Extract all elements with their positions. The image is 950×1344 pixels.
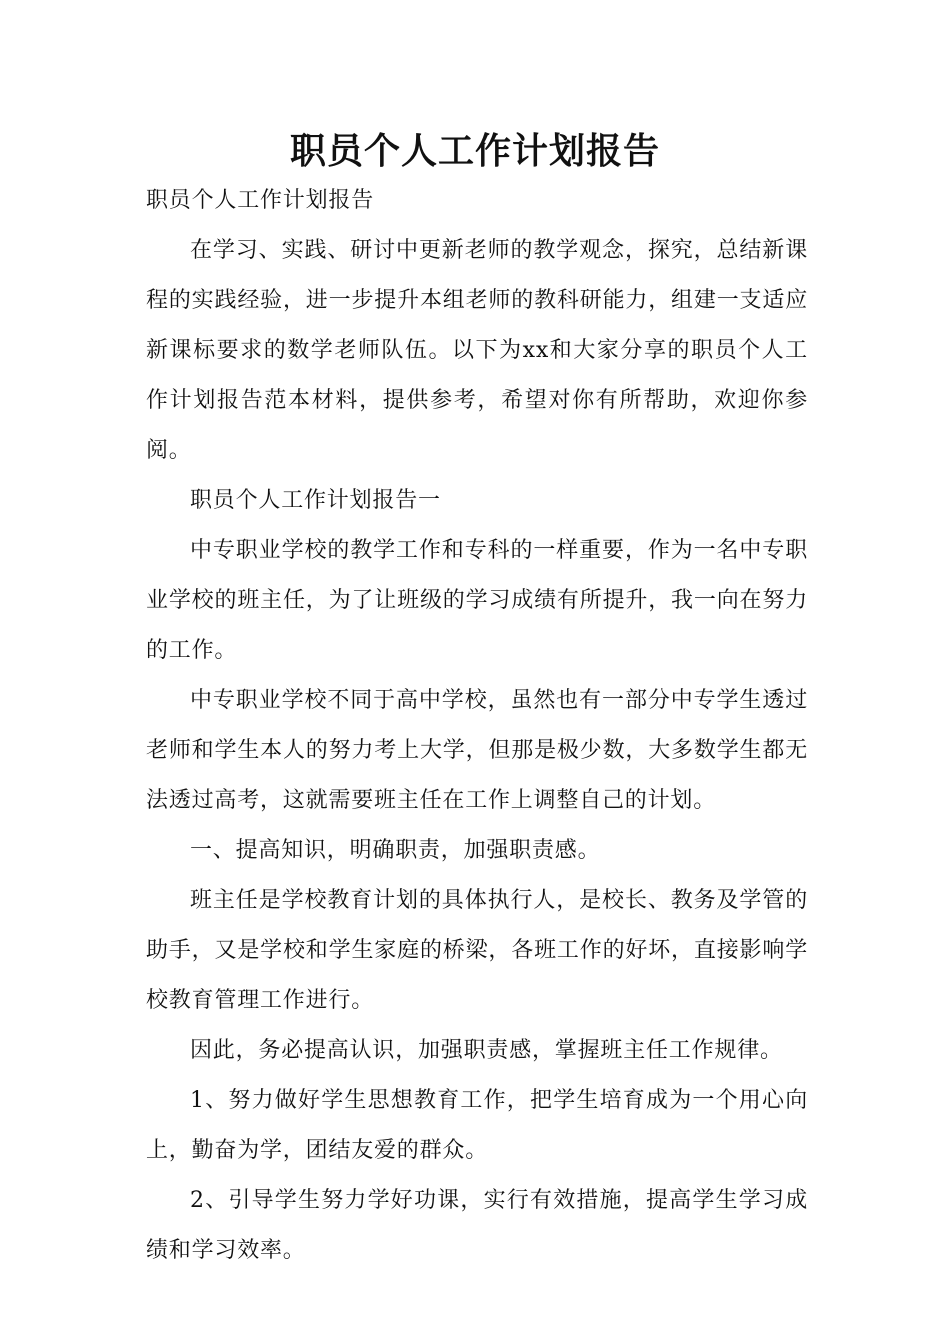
intro-paragraph: 在学习、实践、研讨中更新老师的教学观念，探究，总结新课程的实践经验，进一步提升本组老师的教科研能力，组建一支适应新课标要求的数学老师队伍。以下为xx和大家分享的职员个人工作计划报告范本材料，提供参考，希望对你有所帮助，欢迎你参阅。: [146, 238, 808, 463]
section-heading: 职员个人工作计划报告一: [190, 488, 441, 513]
body-paragraph: 中专职业学校不同于高中学校，虽然也有一部分中专学生透过老师和学生本人的努力考上大学，但那是极少数，大多数学生都无法透过高考，这就需要班主任在工作上调整自己的计划。: [146, 688, 808, 813]
body-paragraph: 因此，务必提高认识，加强职责感，掌握班主任工作规律。: [190, 1038, 783, 1063]
list-item: 1、努力做好学生思想教育工作，把学生培育成为一个用心向上，勤奋为学，团结友爱的群众。: [146, 1088, 808, 1163]
document-body: [146, 176, 808, 1276]
body-paragraph: 班主任是学校教育计划的具体执行人，是校长、教务及学管的助手，又是学校和学生家庭的桥梁，各班工作的好坏，直接影响学校教育管理工作进行。: [146, 888, 808, 1013]
list-item: 2、引导学生努力学好功课，实行有效措施，提高学生学习成绩和学习效率。: [146, 1188, 808, 1263]
body-paragraph: 中专职业学校的教学工作和专科的一样重要，作为一名中专职业学校的班主任，为了让班级的学习成绩有所提升，我一向在努力的工作。: [146, 538, 808, 663]
numbered-heading: 一、提高知识，明确职责，加强职责感。: [190, 838, 601, 863]
document-title: 职员个人工作计划报告: [289, 131, 660, 172]
subtitle-paragraph: 职员个人工作计划报告: [146, 188, 375, 213]
